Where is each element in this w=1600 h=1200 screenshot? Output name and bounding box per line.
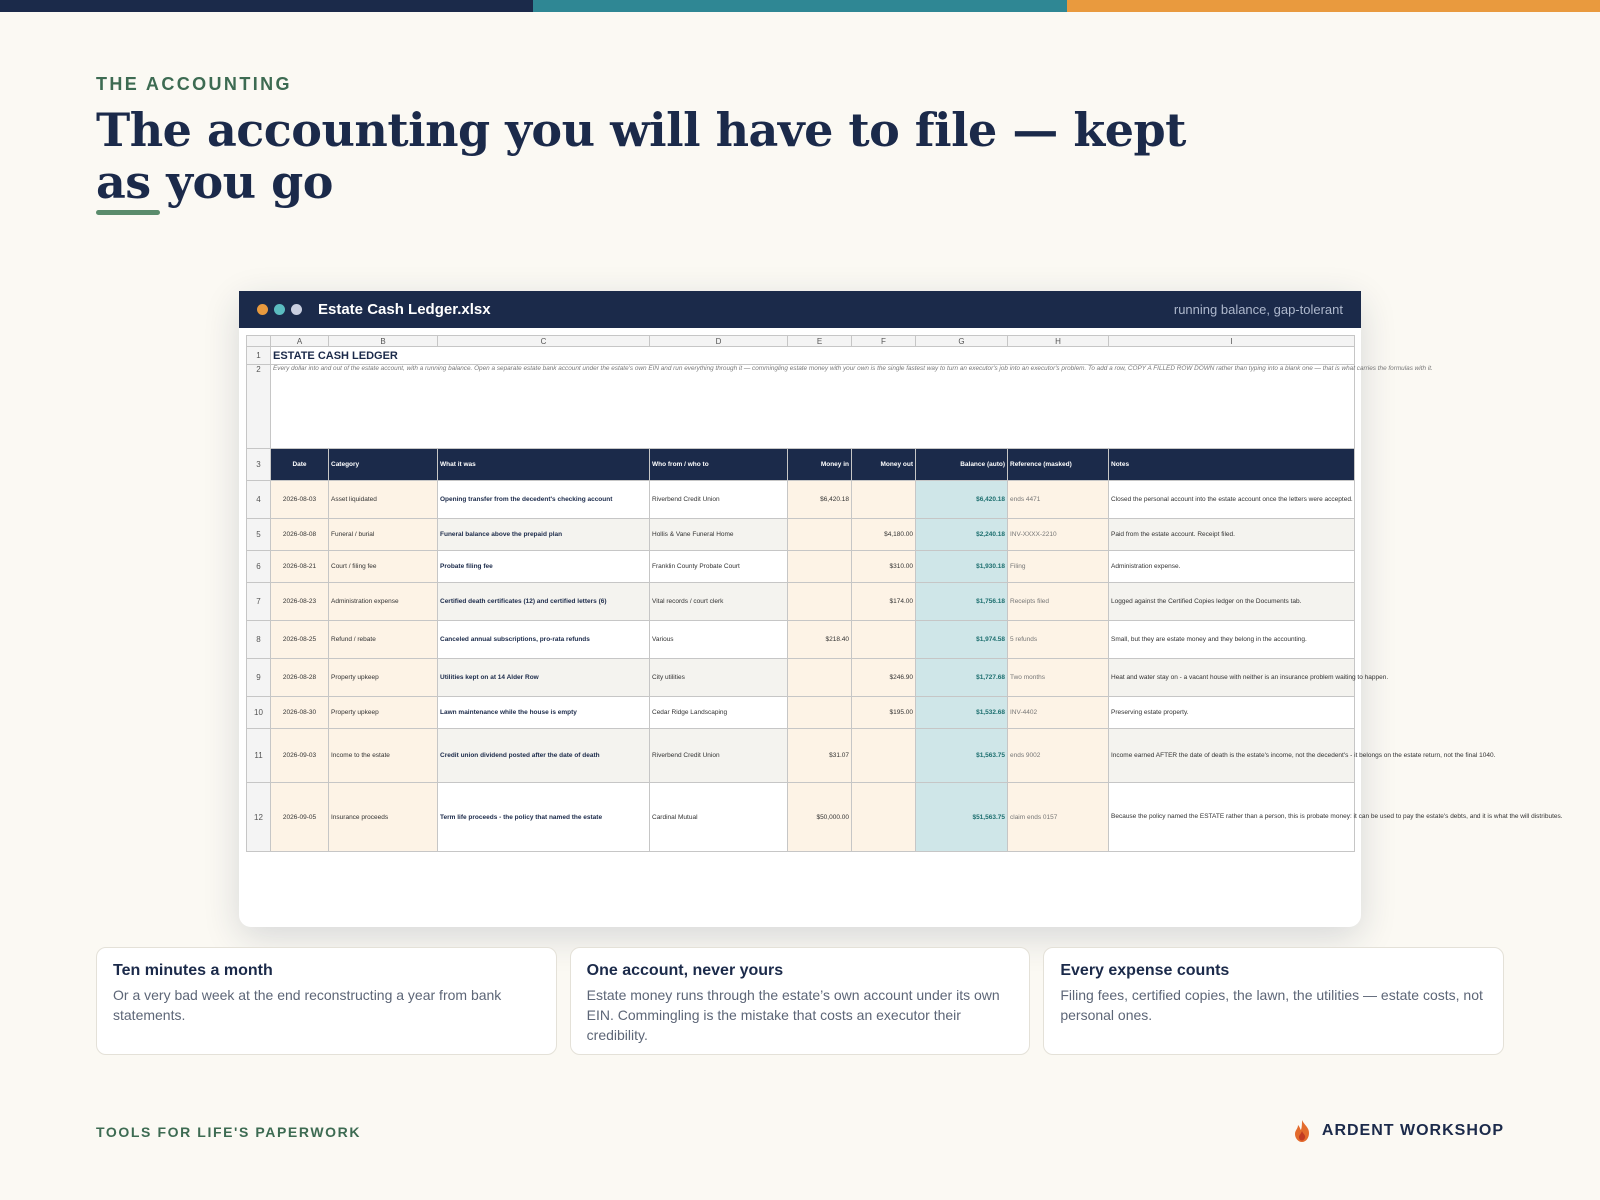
cell-date[interactable]: 2026-08-25: [271, 621, 329, 659]
cell-category[interactable]: Court / filing fee: [329, 551, 438, 583]
table-header-row: [247, 449, 1355, 481]
cell-what[interactable]: Utilities kept on at 14 Alder Row: [438, 659, 650, 697]
cell-money-in[interactable]: $50,000.00: [788, 783, 852, 852]
column-header[interactable]: F: [852, 336, 916, 347]
feature-card: [1043, 947, 1504, 1055]
cell-category[interactable]: Insurance proceeds: [329, 783, 438, 852]
cell-notes[interactable]: Paid from the estate account. Receipt filed.: [1109, 519, 1355, 551]
row-number[interactable]: 3: [247, 449, 271, 481]
cell-what[interactable]: Certified death certificates (12) and certified letters (6): [438, 583, 650, 621]
cell-who[interactable]: Hollis & Vane Funeral Home: [650, 519, 788, 551]
cell-who[interactable]: City utilities: [650, 659, 788, 697]
cell-balance[interactable]: $1,974.58: [916, 621, 1008, 659]
cell-money-out[interactable]: $195.00: [852, 697, 916, 729]
cell-reference[interactable]: Filing: [1008, 551, 1109, 583]
cell-who[interactable]: Vital records / court clerk: [650, 583, 788, 621]
cell-notes[interactable]: Logged against the Certified Copies ledger on the Documents tab.: [1109, 583, 1355, 621]
cell-money-in[interactable]: [788, 659, 852, 697]
cell-reference[interactable]: ends 9002: [1008, 729, 1109, 783]
window-subtitle: running balance, gap-tolerant: [1173, 302, 1343, 317]
cell-who[interactable]: Franklin County Probate Court: [650, 551, 788, 583]
column-header[interactable]: A: [271, 336, 329, 347]
cell-balance[interactable]: $1,756.18: [916, 583, 1008, 621]
table-row: [247, 697, 1355, 729]
cell-category[interactable]: Property upkeep: [329, 659, 438, 697]
cell-what[interactable]: Term life proceeds - the policy that named the estate: [438, 783, 650, 852]
cell-date[interactable]: 2026-09-05: [271, 783, 329, 852]
cell-money-out[interactable]: [852, 621, 916, 659]
spreadsheet-window: [239, 291, 1563, 927]
cell-category[interactable]: Asset liquidated: [329, 481, 438, 519]
card-title: Every expense counts: [1060, 962, 1230, 979]
sheet-row: [247, 347, 1355, 365]
cell-reference[interactable]: ends 4471: [1008, 481, 1109, 519]
header-balance[interactable]: Balance (auto): [916, 449, 1008, 481]
flame-icon: [1292, 1119, 1312, 1143]
header-money-in[interactable]: Money in: [788, 449, 852, 481]
column-header[interactable]: E: [788, 336, 852, 347]
cell-money-in[interactable]: [788, 519, 852, 551]
cell-money-in[interactable]: $218.40: [788, 621, 852, 659]
cell-what[interactable]: Canceled annual subscriptions, pro-rata refunds: [438, 621, 650, 659]
column-header-row: [247, 336, 1355, 347]
footer-tagline: TOOLS FOR LIFE'S PAPERWORK: [96, 1124, 362, 1140]
cell-balance[interactable]: $2,240.18: [916, 519, 1008, 551]
cell-money-in[interactable]: $31.07: [788, 729, 852, 783]
cell-what[interactable]: Opening transfer from the decedent's checking account: [438, 481, 650, 519]
cell-money-in[interactable]: $6,420.18: [788, 481, 852, 519]
feature-card: [96, 947, 557, 1055]
cell-what[interactable]: Probate filing fee: [438, 551, 650, 583]
cell-reference[interactable]: 5 refunds: [1008, 621, 1109, 659]
cell-balance[interactable]: $1,727.68: [916, 659, 1008, 697]
card-title: One account, never yours: [586, 962, 784, 979]
cell-money-in[interactable]: [788, 583, 852, 621]
cell-date[interactable]: 2026-08-28: [271, 659, 329, 697]
cell-category[interactable]: Refund / rebate: [329, 621, 438, 659]
sheet-intro[interactable]: Every dollar into and out of the estate account, with a running balance. Open a separate estate bank account under the estate's own EIN and run everything through it — commingling estate money with your own is the single fastest way to turn an executor's job into an executor's problem. To add a row, COPY A FILLED ROW DOWN rather than typing into a blank one — that is what carries the formulas with it.: [271, 365, 1355, 449]
cell-what[interactable]: Credit union dividend posted after the date of death: [438, 729, 650, 783]
row-number[interactable]: 9: [247, 659, 271, 697]
cell-date[interactable]: 2026-08-21: [271, 551, 329, 583]
cell-reference[interactable]: INV-XXXX-2210: [1008, 519, 1109, 551]
section-eyebrow: THE ACCOUNTING: [96, 74, 292, 94]
table-row: [247, 621, 1355, 659]
table-row: [247, 729, 1355, 783]
accent-navy: [0, 0, 533, 12]
sheet-title[interactable]: ESTATE CASH LEDGER: [271, 347, 1355, 365]
column-header[interactable]: I: [1109, 336, 1355, 347]
cell-money-out[interactable]: [852, 783, 916, 852]
cell-category[interactable]: Administration expense: [329, 583, 438, 621]
card-body: Filing fees, certified copies, the lawn, the utilities — estate costs, not personal ones.: [1060, 987, 1483, 1023]
window-dot-teal[interactable]: [274, 304, 285, 315]
feature-card: [570, 947, 1031, 1055]
cell-date[interactable]: 2026-08-03: [271, 481, 329, 519]
cell-what[interactable]: Lawn maintenance while the house is empty: [438, 697, 650, 729]
table-row: [247, 551, 1355, 583]
cell-balance[interactable]: $51,563.75: [916, 783, 1008, 852]
cell-money-out[interactable]: $246.90: [852, 659, 916, 697]
accent-teal: [533, 0, 1066, 12]
row-number[interactable]: 6: [247, 551, 271, 583]
table-row: [247, 783, 1355, 852]
cell-notes[interactable]: Because the policy named the ESTATE rather than a person, this is probate money: it can be used to pay the estate's debts, and it is what the will distributes.: [1109, 783, 1355, 852]
title-underline: [96, 210, 160, 215]
cell-money-in[interactable]: [788, 697, 852, 729]
cell-date[interactable]: 2026-09-03: [271, 729, 329, 783]
cell-notes[interactable]: Income earned AFTER the date of death is the estate's income, not the decedent's - it belongs on the estate return, not the final 1040.: [1109, 729, 1355, 783]
row-number[interactable]: 11: [247, 729, 271, 783]
cell-notes[interactable]: Preserving estate property.: [1109, 697, 1355, 729]
cell-date[interactable]: 2026-08-08: [271, 519, 329, 551]
cell-balance[interactable]: $1,532.68: [916, 697, 1008, 729]
cell-who[interactable]: Riverbend Credit Union: [650, 481, 788, 519]
corner-cell[interactable]: [247, 336, 271, 347]
cell-money-out[interactable]: [852, 481, 916, 519]
column-header[interactable]: C: [438, 336, 650, 347]
column-header[interactable]: H: [1008, 336, 1109, 347]
cell-money-out[interactable]: $4,180.00: [852, 519, 916, 551]
brand-logo[interactable]: [1292, 1119, 1504, 1143]
cell-money-out[interactable]: $174.00: [852, 583, 916, 621]
cell-notes[interactable]: Small, but they are estate money and they belong in the accounting.: [1109, 621, 1355, 659]
brand-name: ARDENT WORKSHOP: [1321, 1122, 1504, 1139]
cell-money-out[interactable]: $310.00: [852, 551, 916, 583]
row-number[interactable]: 4: [247, 481, 271, 519]
cell-money-out[interactable]: [852, 729, 916, 783]
feature-cards: [96, 947, 1504, 1055]
card-title: Ten minutes a month: [113, 962, 273, 979]
header-who[interactable]: Who from / who to: [650, 449, 788, 481]
cell-who[interactable]: Riverbend Credit Union: [650, 729, 788, 783]
cell-balance[interactable]: $1,563.75: [916, 729, 1008, 783]
ledger-sheet: [246, 335, 1563, 852]
cell-notes[interactable]: Heat and water stay on - a vacant house with neither is an insurance problem waiting to happen.: [1109, 659, 1355, 697]
cell-who[interactable]: Cardinal Mutual: [650, 783, 788, 852]
cell-balance[interactable]: $1,930.18: [916, 551, 1008, 583]
header-money-out[interactable]: Money out: [852, 449, 916, 481]
card-body: Estate money runs through the estate’s own account under its own EIN. Commingling is the mistake that costs an executor their credibility.: [586, 987, 1000, 1043]
header-what[interactable]: What it was: [438, 449, 650, 481]
cell-date[interactable]: 2026-08-30: [271, 697, 329, 729]
cell-reference[interactable]: Two months: [1008, 659, 1109, 697]
window-dot-orange[interactable]: [257, 304, 268, 315]
cell-reference[interactable]: INV-4402: [1008, 697, 1109, 729]
window-titlebar: [239, 291, 1361, 328]
column-header[interactable]: D: [650, 336, 788, 347]
table-row: [247, 519, 1355, 551]
row-number[interactable]: 5: [247, 519, 271, 551]
window-dot-grey[interactable]: [291, 304, 302, 315]
row-number[interactable]: 10: [247, 697, 271, 729]
cell-notes[interactable]: Closed the personal account into the estate account once the letters were accepted.: [1109, 481, 1355, 519]
cell-date[interactable]: 2026-08-23: [271, 583, 329, 621]
cell-reference[interactable]: Receipts filed: [1008, 583, 1109, 621]
table-row: [247, 481, 1355, 519]
column-header[interactable]: B: [329, 336, 438, 347]
window-title: Estate Cash Ledger.xlsx: [318, 301, 491, 318]
top-accent-bar: [0, 0, 1600, 12]
page-title: The accounting you will have to file — kept as you go: [96, 103, 1186, 209]
cell-category[interactable]: Property upkeep: [329, 697, 438, 729]
cell-balance[interactable]: $6,420.18: [916, 481, 1008, 519]
header-date[interactable]: Date: [271, 449, 329, 481]
card-body: Or a very bad week at the end reconstructing a year from bank statements.: [113, 987, 502, 1023]
cell-what[interactable]: Funeral balance above the prepaid plan: [438, 519, 650, 551]
column-header[interactable]: G: [916, 336, 1008, 347]
cell-who[interactable]: Cedar Ridge Landscaping: [650, 697, 788, 729]
header-reference[interactable]: Reference (masked): [1008, 449, 1109, 481]
cell-category[interactable]: Funeral / burial: [329, 519, 438, 551]
row-number[interactable]: 8: [247, 621, 271, 659]
row-number[interactable]: 7: [247, 583, 271, 621]
cell-who[interactable]: Various: [650, 621, 788, 659]
sheet-row: [247, 365, 1355, 449]
accent-orange: [1067, 0, 1600, 12]
row-number[interactable]: 12: [247, 783, 271, 852]
cell-notes[interactable]: Administration expense.: [1109, 551, 1355, 583]
header-category[interactable]: Category: [329, 449, 438, 481]
row-number[interactable]: 2: [247, 365, 271, 449]
cell-category[interactable]: Income to the estate: [329, 729, 438, 783]
header-notes[interactable]: Notes: [1109, 449, 1355, 481]
cell-money-in[interactable]: [788, 551, 852, 583]
table-row: [247, 659, 1355, 697]
cell-reference[interactable]: claim ends 0157: [1008, 783, 1109, 852]
row-number[interactable]: 1: [247, 347, 271, 365]
table-row: [247, 583, 1355, 621]
